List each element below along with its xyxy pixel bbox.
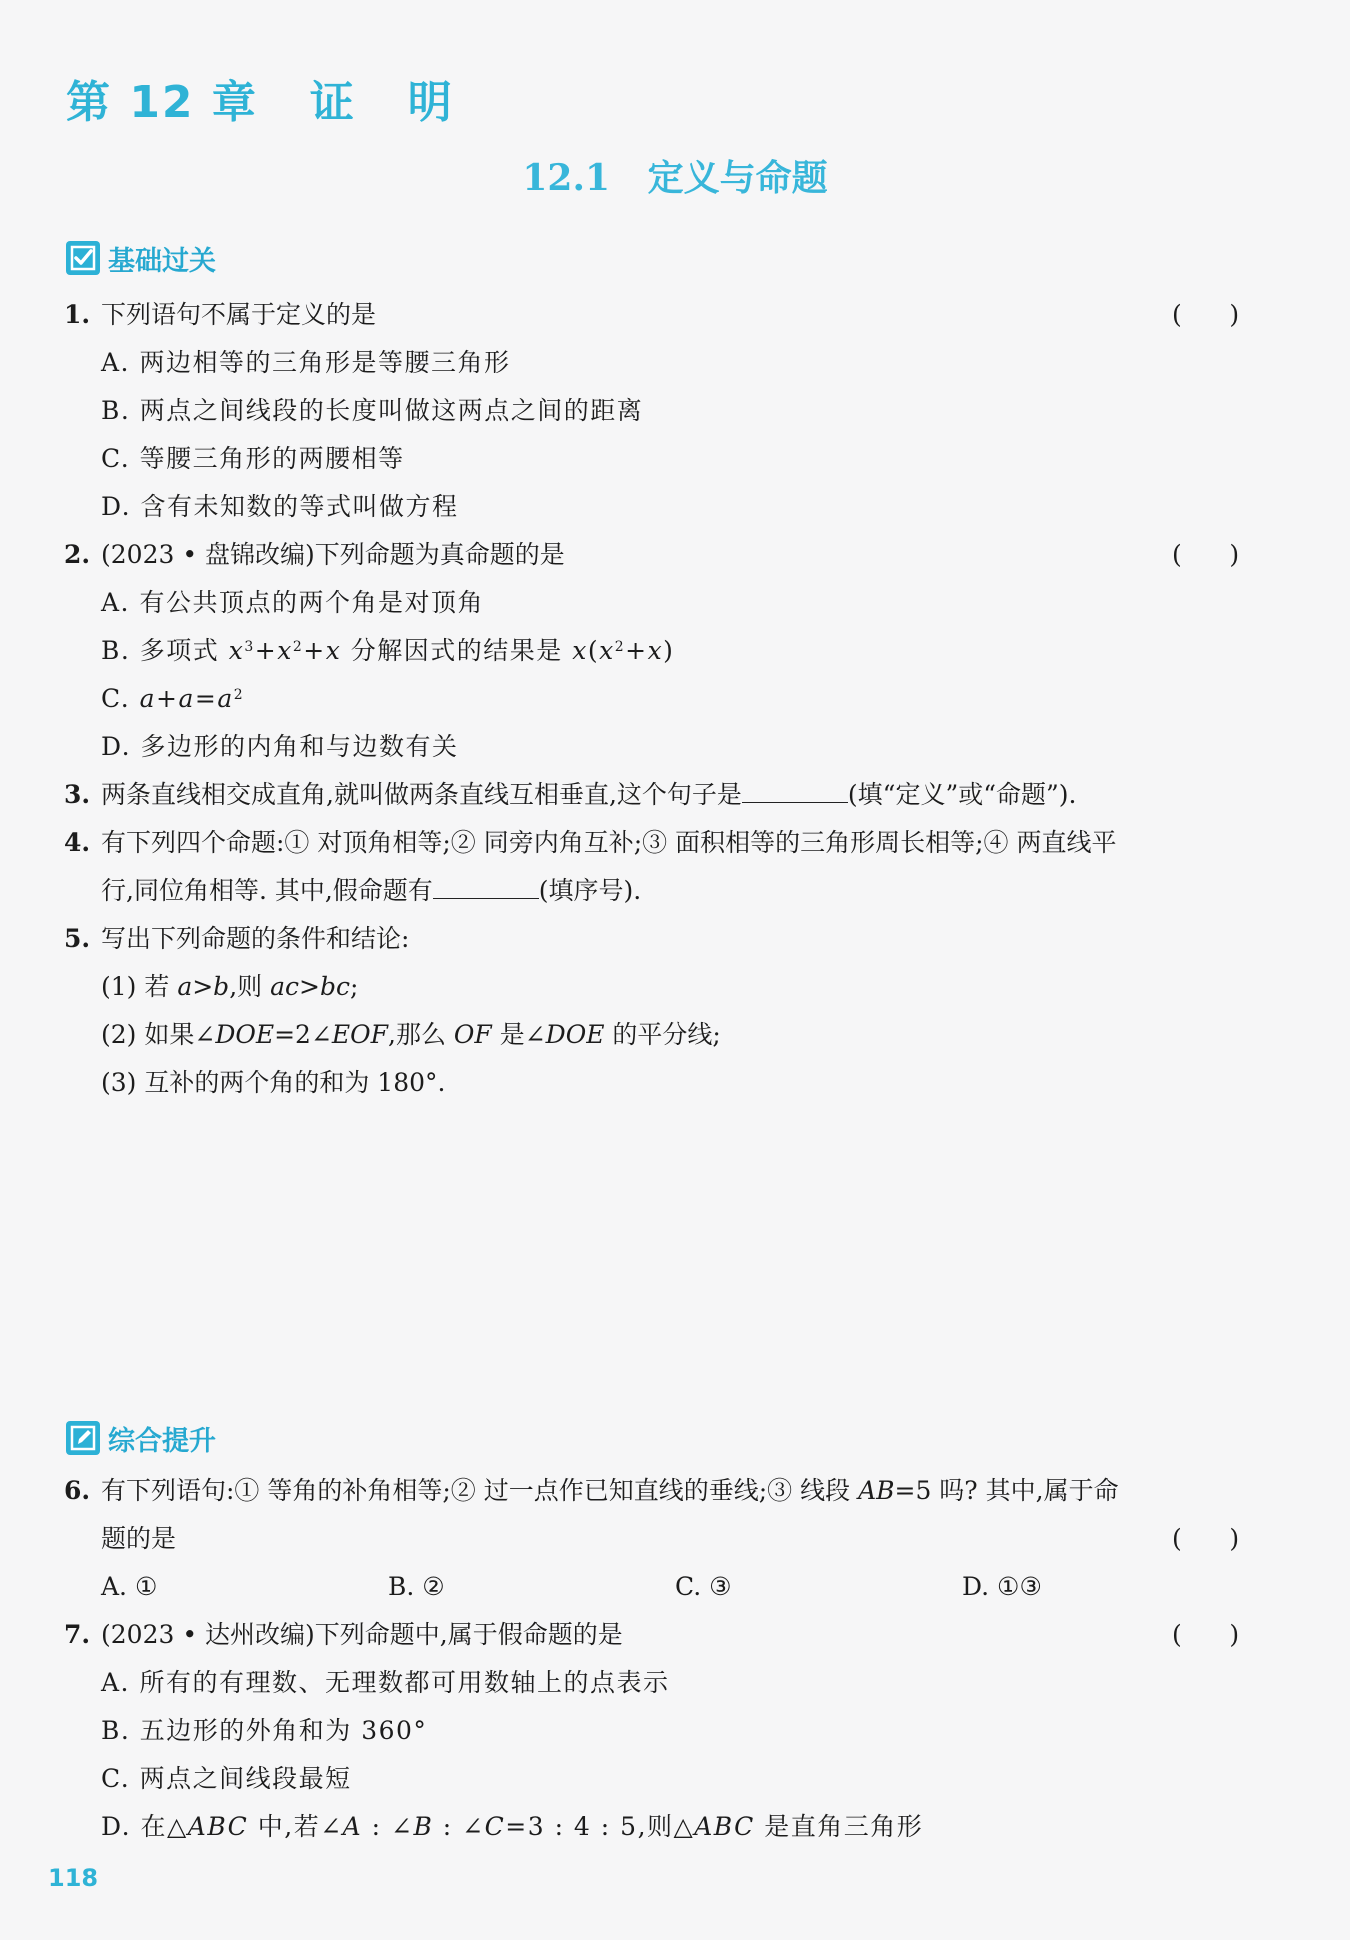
textbook-page: 第 12 章 证 明 12.1 定义与命题 基础过关 1. 下列语句不属于定义的是 ( ) A. 两边相等的三角形是等腰三角形 B. 两点之间线段的长度叫做这两点之间的距离 C. 等腰三角形的两腰相等 D. 含有未知数的等式叫做方程 2. (2023 • 盘锦改编)下列命题为真命题的是 ( ) A. 有公共顶点的两个角是对顶角 B. 多项式 $x^3+x^2+x$ 分解因式的结果是 $x(x^2+x)$ C. $a+a=a^2$ D. 多边形的内角和与边数有关 3. 两条直线相交成直角,就叫做两条直线互相垂直,这个句子是 (填“定义”或“命题”). 4. 有下列四个命题:① 对顶角相等;② 同旁内角互补;③ 面积相等的三角形周长相等;④ 两直线平 行,同位角相等. 其中,假命题有 (填序号). 5. 写出下列命题的条件和结论: (1) 若 a>b,则 ac>bc; (2) 如果∠DOE=2∠EOF,那么 OF 是∠DOE 的平分线; (3) 互补的两个角的和为 180°. 综合提升 6. 有下列语句:① 等角的补角相等;② 过一点作已知直线的垂线;③ 线段 AB=5 吗? 其中,属于命 题的是 ( ) A. ① B. ② C. ③ D. ①③ 7. (2023 • 达州改编)下列命题中,属于假命题的是 ( ) A. 所有的有理数、无理数都可用数轴上的点表示 B. 五边形的外角和为 360° C. 两点之间线段最短 D. 在△ABC 中,若∠A : ∠B : ∠C=3 : 4 : 5,则△ABC 是直角三角形 118 — [0, 0, 1350, 1940]
pencil-icon — [66, 1421, 100, 1455]
question-stem: (2023 • 盘锦改编)下列命题为真命题的是 — [101, 540, 565, 569]
question-number: 6. — [64, 1476, 91, 1505]
section-label: 综合提升 — [108, 1425, 216, 1457]
option-b: B. ② — [388, 1572, 445, 1601]
question-stem: 写出下列命题的条件和结论: — [101, 924, 410, 953]
question-stem: 下列语句不属于定义的是 — [101, 300, 377, 329]
question-number: 2. — [64, 540, 91, 569]
answer-paren: ( ) — [1172, 1620, 1240, 1649]
question-number: 5. — [64, 924, 91, 953]
question-stem: 行,同位角相等. 其中,假命题有 — [101, 876, 433, 905]
answer-space[interactable] — [64, 1110, 1244, 1410]
answer-paren: ( ) — [1172, 300, 1240, 329]
chapter-title: 第 12 章 证 明 — [66, 77, 454, 128]
option-text: B. 五边形的外角和为 360° — [101, 1716, 428, 1745]
option-text: D. 在△ABC 中,若∠A : ∠B : ∠C=3 : 4 : 5,则△ABC 是直角三角形 — [101, 1812, 924, 1841]
option-d: D. ①③ — [962, 1572, 1042, 1601]
option-c: C. ③ — [675, 1572, 732, 1601]
checkmark-icon — [66, 241, 100, 275]
page-number: 118 — [48, 1864, 99, 1892]
section-title: 12.1 定义与命题 — [522, 157, 828, 199]
option-text: C. 等腰三角形的两腰相等 — [101, 444, 405, 473]
question-number: 4. — [64, 828, 91, 857]
question-number: 7. — [64, 1620, 91, 1649]
option-text: C. $a+a=a^2$ — [101, 684, 245, 713]
option-text: A. 所有的有理数、无理数都可用数轴上的点表示 — [101, 1668, 670, 1697]
answer-blank[interactable] — [742, 778, 848, 803]
answer-paren: ( ) — [1172, 540, 1240, 569]
question-stem: (2023 • 达州改编)下列命题中,属于假命题的是 — [101, 1620, 623, 1649]
answer-paren: ( ) — [1172, 1524, 1240, 1553]
option-text: C. 两点之间线段最短 — [101, 1764, 352, 1793]
section-header-basic — [66, 238, 216, 278]
question-stem: 有下列四个命题:① 对顶角相等;② 同旁内角互补;③ 面积相等的三角形周长相等;④ 两直线平 — [101, 828, 1117, 857]
option-text: D. 含有未知数的等式叫做方程 — [101, 492, 459, 521]
question-stem: 两条直线相交成直角,就叫做两条直线互相垂直,这个句子是 — [101, 780, 742, 809]
option-a: A. ① — [101, 1572, 158, 1601]
section-label: 基础过关 — [108, 245, 216, 277]
section-header-advanced — [66, 1418, 216, 1458]
question-stem: 题的是 — [101, 1524, 177, 1553]
option-text: A. 有公共顶点的两个角是对顶角 — [101, 588, 484, 617]
question-tail: (填序号). — [538, 876, 642, 905]
question-number: 1. — [64, 300, 91, 329]
question-tail: (填“定义”或“命题”). — [847, 780, 1077, 809]
option-text: A. 两边相等的三角形是等腰三角形 — [101, 348, 511, 377]
question-number: 3. — [64, 780, 91, 809]
option-text: B. 两点之间线段的长度叫做这两点之间的距离 — [101, 396, 644, 425]
answer-blank[interactable] — [433, 874, 539, 899]
option-text: D. 多边形的内角和与边数有关 — [101, 732, 459, 761]
option-text: B. 多项式 $x^3+x^2+x$ 分解因式的结果是 $x(x^2+x)$ — [101, 636, 675, 665]
